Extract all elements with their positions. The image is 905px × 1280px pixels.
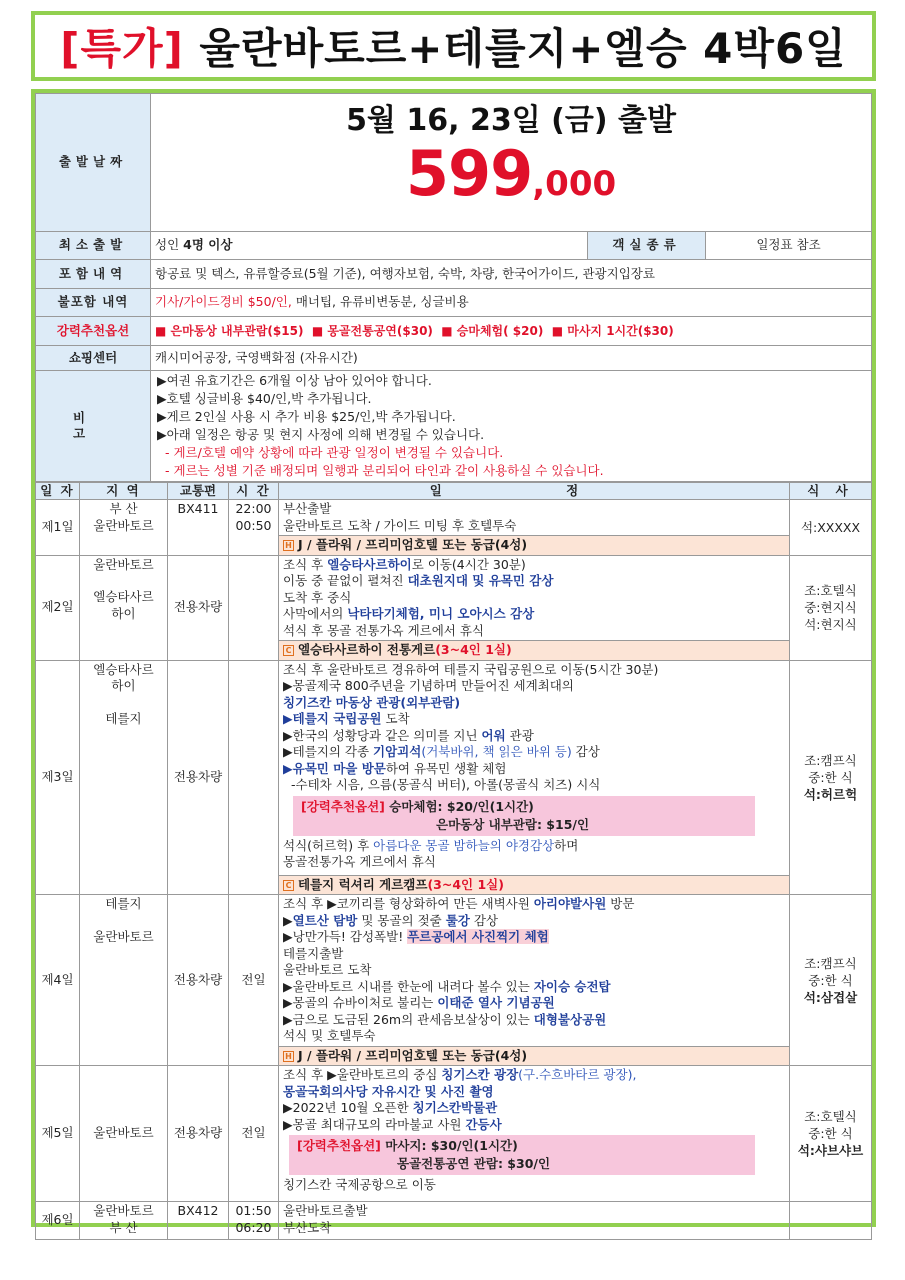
day-label: 제4일 bbox=[36, 895, 80, 1066]
schedule-line: ▶금으로 도금된 26m의 관세음보살상이 있는 대형불상공원 bbox=[283, 1011, 607, 1027]
day-schedule: 울란바토르출발 부산도착 bbox=[279, 1202, 790, 1240]
exclude-value bbox=[151, 289, 872, 317]
itinerary-frame bbox=[31, 89, 876, 1235]
title-main: 울란바토르+테를지+엘승 4박6일 bbox=[199, 24, 847, 73]
option-line: 몽골전통공연 관람: $30/인 bbox=[397, 1156, 551, 1171]
day-label: 제3일 bbox=[36, 660, 80, 895]
day-row bbox=[36, 1202, 872, 1240]
info-table bbox=[35, 93, 872, 482]
day-time: 전일 bbox=[229, 1066, 279, 1202]
day-meal: 석:XXXXX bbox=[790, 500, 872, 556]
schedule-line: ▶한국의 성황당과 같은 의미를 지닌 어워 관광 bbox=[283, 727, 534, 743]
day-label: 제5일 bbox=[36, 1066, 80, 1202]
remark-red-line: - 게르/호텔 예약 상황에 따라 관광 일정이 변경될 수 있습니다. bbox=[165, 445, 504, 460]
schedule-line: ▶유목민 마을 방문하여 유목민 생활 체험 bbox=[283, 760, 507, 776]
region-line: 울란바토르 bbox=[93, 556, 154, 572]
day-meal: 조:호텔식 중:한 식 석:샤브샤브 bbox=[790, 1066, 872, 1202]
header-schedule: 일 정 bbox=[279, 483, 790, 500]
schedule-line: 조식 후 울란바토르 경유하여 테를지 국립공원으로 이동(5시간 30분) bbox=[283, 661, 659, 677]
include-value: 항공료 및 텍스, 유류할증료(5월 기준), 여행자보험, 숙박, 차량, 한국어가이드, 관광지입장료 bbox=[151, 260, 872, 289]
schedule-line: 울란바토르 도착 / 가이드 미팅 후 호텔투숙 bbox=[283, 517, 517, 533]
day-time: 전일 bbox=[229, 895, 279, 1066]
departure-label: 출발날짜 bbox=[36, 94, 151, 232]
header-time: 시 간 bbox=[229, 483, 279, 500]
schedule-line: ▶몽골제국 800주년을 기념하며 만들어진 세계최대의 bbox=[283, 678, 574, 693]
schedule-table bbox=[35, 482, 872, 1240]
day-schedule bbox=[279, 500, 790, 536]
day-region: 울란바토르 부 산 bbox=[80, 1202, 168, 1240]
page-title bbox=[60, 16, 847, 76]
day-time bbox=[229, 555, 279, 660]
remark-line: ▶아래 일정은 항공 및 현지 사정에 의해 변경될 수 있습니다. bbox=[157, 427, 485, 442]
option-box bbox=[293, 796, 755, 836]
option-tag: [강력추천옵션] bbox=[301, 798, 385, 814]
hotel-icon: H bbox=[283, 1051, 294, 1062]
option-item: ■ 몽골전통공연($30) bbox=[311, 323, 433, 338]
exclude-rest: 매너팁, 유류비변동분, 싱글비용 bbox=[291, 294, 469, 310]
camp-name: 테를지 럭셔리 게르캠프 bbox=[298, 876, 428, 892]
day-transport: 전용차량 bbox=[168, 1066, 229, 1202]
schedule-line: -수테차 시음, 으름(몽골식 버터), 아롤(몽골식 치즈) 시식 bbox=[291, 777, 601, 792]
day-time bbox=[229, 500, 279, 556]
schedule-line: ▶울란바토르 시내를 한눈에 내려다 볼수 있는 자이승 승전탑 bbox=[283, 978, 611, 994]
page-title-box bbox=[31, 11, 876, 81]
header-day: 일 자 bbox=[36, 483, 80, 500]
option-line: 마사지: $30/인(1시간) bbox=[380, 1138, 518, 1153]
schedule-line: 이동 중 끝없이 펼쳐진 대초원지대 및 유목민 감상 bbox=[283, 573, 554, 588]
day-schedule bbox=[279, 1066, 790, 1202]
schedule-line: 칭기스칸 국제공항으로 이동 bbox=[283, 1177, 436, 1192]
hotel-row bbox=[279, 1046, 790, 1066]
day-label: 제2일 bbox=[36, 555, 80, 660]
schedule-line: 몽골국회의사당 자유시간 및 사진 촬영 bbox=[283, 1083, 494, 1099]
option-item: ■ 승마체험( $20) bbox=[441, 323, 544, 338]
schedule-line: 석식 및 호텔투숙 bbox=[283, 1028, 376, 1043]
schedule-line: 석식(허르헉) 후 아름다운 몽골 밤하늘의 야경감상하며 bbox=[283, 837, 579, 853]
option-line: 승마체험: $20/인(1시간) bbox=[384, 798, 534, 814]
region-line: 엘승타사르 bbox=[93, 589, 154, 604]
day-region: 테를지 울란바토르 bbox=[80, 895, 168, 1066]
schedule-line: 울란바토르 도착 bbox=[283, 962, 372, 977]
schedule-line: ▶몽골 최대규모의 라마불교 사원 간등사 bbox=[283, 1116, 502, 1132]
day-time bbox=[229, 660, 279, 895]
camp-icon: C bbox=[283, 645, 294, 656]
camp-room: (3~4인 1실) bbox=[435, 642, 512, 657]
day-time: 01:50 06:20 bbox=[229, 1202, 279, 1240]
header-region: 지 역 bbox=[80, 483, 168, 500]
region-line: 울란바토르 bbox=[93, 517, 154, 533]
day-meal bbox=[790, 1202, 872, 1240]
day-label: 제6일 bbox=[36, 1202, 80, 1240]
option-item: ■ 마사지 1시간($30) bbox=[551, 323, 674, 338]
camp-row bbox=[279, 641, 790, 661]
day-transport: 전용차량 bbox=[168, 895, 229, 1066]
option-tag: [강력추천옵션] bbox=[297, 1138, 381, 1153]
day-row bbox=[36, 895, 872, 1047]
day-transport: BX411 bbox=[168, 500, 229, 556]
camp-name: 엘승타사르하이 전통게르 bbox=[298, 642, 436, 657]
day-row bbox=[36, 1066, 872, 1202]
schedule-line: ▶테를지의 각종 기암괴석(거북바위, 책 읽은 바위 등) 감상 bbox=[283, 744, 600, 759]
camp-icon: C bbox=[283, 880, 294, 891]
remark-red-line: - 게르는 성별 기준 배정되며 일행과 분리되어 타인과 같이 사용하실 수 있습니다. bbox=[165, 463, 604, 478]
schedule-line: 테를지출발 bbox=[283, 945, 344, 961]
schedule-line: ▶낭만가득! 감성폭발! 푸르공에서 사진찍기 체험 bbox=[283, 929, 549, 944]
schedule-line: 도착 후 중식 bbox=[283, 589, 352, 605]
options-value bbox=[151, 317, 872, 346]
day-row bbox=[36, 660, 872, 875]
day-label: 제1일 bbox=[36, 500, 80, 556]
schedule-line: 조식 후 엘승타사르하이로 이동(4시간 30분) bbox=[283, 556, 526, 572]
hotel-icon: H bbox=[283, 540, 294, 551]
camp-room: (3~4인 1실) bbox=[427, 876, 504, 892]
price bbox=[151, 137, 871, 224]
schedule-line: 칭기즈칸 마동상 관광(외부관람) bbox=[283, 694, 461, 710]
remarks-value bbox=[151, 371, 872, 482]
option-item: ■ 은마동상 내부관람($15) bbox=[155, 323, 304, 338]
shopping-value: 캐시미어공장, 국영백화점 (자유시간) bbox=[151, 346, 872, 371]
schedule-line: ▶테를지 국립공원 도착 bbox=[283, 711, 410, 726]
schedule-line: ▶몽골의 슈바이처로 불리는 이태준 열사 기념공원 bbox=[283, 995, 555, 1010]
schedule-line: 부산출발 bbox=[283, 501, 332, 516]
title-tag: [특가] bbox=[60, 24, 184, 73]
remark-line: ▶여권 유효기간은 6개월 이상 남아 있어야 합니다. bbox=[157, 373, 432, 388]
options-label: 강력추천옵션 bbox=[36, 317, 151, 346]
region-line: 부 산 bbox=[109, 501, 138, 516]
option-line: 은마동상 내부관람: $15/인 bbox=[436, 816, 590, 832]
shopping-label: 쇼핑센터 bbox=[36, 346, 151, 371]
hotel-name: J / 플라워 / 프리미엄호텔 또는 동급(4성) bbox=[298, 1047, 528, 1063]
day-region bbox=[80, 555, 168, 660]
day-transport: 전용차량 bbox=[168, 555, 229, 660]
departure-cell bbox=[151, 94, 872, 232]
time-line: 00:50 bbox=[235, 517, 272, 533]
schedule-line: ▶열트산 탐방 및 몽골의 젖줄 툴강 감상 bbox=[283, 912, 498, 928]
include-label: 포함내역 bbox=[36, 260, 151, 289]
day-transport: 전용차량 bbox=[168, 660, 229, 895]
remark-line: ▶게르 2인실 사용 시 추가 비용 $25/인,박 추가됩니다. bbox=[157, 409, 456, 424]
time-line: 22:00 bbox=[235, 501, 272, 516]
day-schedule bbox=[279, 895, 790, 1047]
header-meal: 식 사 bbox=[790, 483, 872, 500]
price-small: ,000 bbox=[532, 164, 617, 204]
remarks-label: 비 고 bbox=[36, 371, 151, 482]
min-depart-value bbox=[151, 232, 588, 260]
day-schedule bbox=[279, 660, 790, 875]
room-label: 객실종류 bbox=[588, 232, 706, 260]
schedule-line: 석식 후 몽골 전통가옥 게르에서 휴식 bbox=[283, 622, 484, 638]
schedule-line: 조식 후 ▶울란바토르의 중심 칭기스칸 광장(구.수흐바타르 광장), bbox=[283, 1067, 637, 1082]
schedule-line: 조식 후 ▶코끼리를 형상화하여 만든 새벽사원 아리야발사원 방문 bbox=[283, 896, 635, 911]
min-depart-label: 최소출발 bbox=[36, 232, 151, 260]
departure-dates: 5월 16, 23일 (금) 출발 bbox=[346, 103, 676, 138]
region-line bbox=[84, 573, 163, 589]
day-row bbox=[36, 555, 872, 641]
day-transport: BX412 bbox=[168, 1202, 229, 1240]
day-region: 엘승타사르 하이 테를지 bbox=[80, 660, 168, 895]
header-transport: 교통편 bbox=[168, 483, 229, 500]
remark-line: ▶호텔 싱글비용 $40/인,박 추가됩니다. bbox=[157, 391, 372, 406]
camp-row bbox=[279, 875, 790, 895]
exclude-red: 기사/가이드경비 $50/인, bbox=[155, 294, 292, 310]
day-meal: 조:호텔식 중:현지식 석:현지식 bbox=[790, 555, 872, 660]
region-line: 하이 bbox=[111, 605, 136, 621]
schedule-line: ▶2022년 10월 오픈한 칭기스칸박물관 bbox=[283, 1100, 498, 1115]
room-value: 일정표 참조 bbox=[706, 232, 872, 260]
min-depart-bold: 4명 이상 bbox=[183, 237, 233, 253]
exclude-label: 불포함 내역 bbox=[36, 289, 151, 317]
day-meal: 조:캠프식 중:한 식 석:허르헉 bbox=[790, 660, 872, 895]
schedule-line: 몽골전통가옥 게르에서 휴식 bbox=[283, 854, 436, 869]
hotel-name: J / 플라워 / 프리미엄호텔 또는 동급(4성) bbox=[298, 537, 528, 552]
price-big: 599 bbox=[405, 137, 533, 210]
day-row bbox=[36, 500, 872, 536]
hotel-row bbox=[279, 536, 790, 556]
min-depart-pre: 성인 bbox=[155, 237, 184, 253]
day-schedule bbox=[279, 555, 790, 641]
day-region bbox=[80, 500, 168, 556]
schedule-line: 사막에서의 낙타타기체험, 미니 오아시스 감상 bbox=[283, 606, 535, 621]
option-box bbox=[289, 1135, 755, 1175]
day-region: 울란바토르 bbox=[80, 1066, 168, 1202]
day-meal: 조:캠프식 중:한 식 석:삼겹살 bbox=[790, 895, 872, 1066]
